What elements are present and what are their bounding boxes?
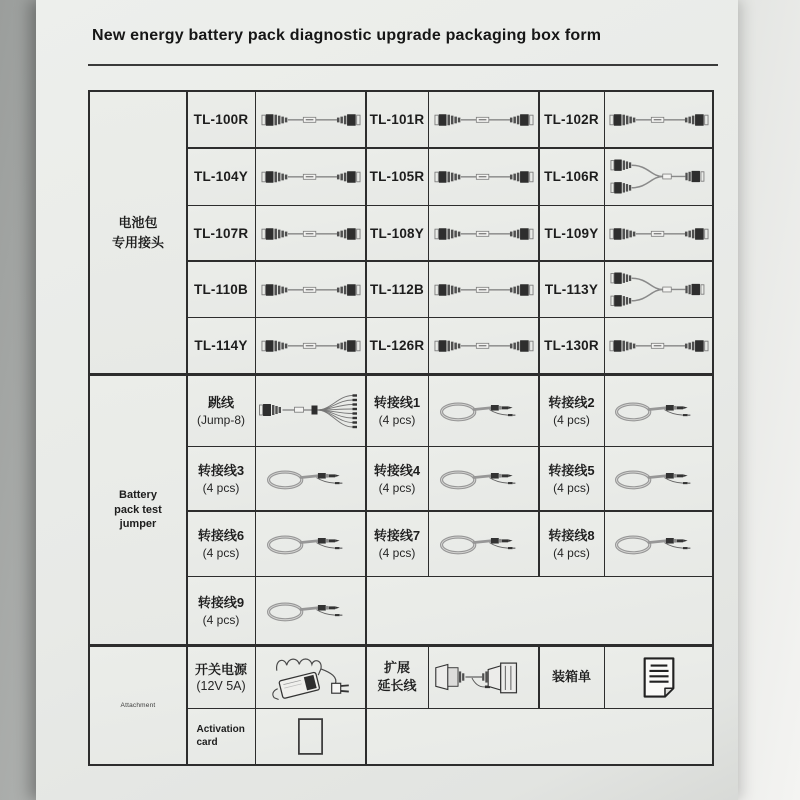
part-name-cell xyxy=(188,647,255,708)
part-code: TL-105R xyxy=(369,169,425,184)
packing-list-document-icon xyxy=(641,656,677,699)
connector-section-label xyxy=(90,92,186,373)
part-name-cell xyxy=(188,376,255,446)
power-adapter-icon xyxy=(266,650,356,704)
part-name-cell xyxy=(367,512,428,576)
part-code: TL-102R xyxy=(544,112,599,127)
part-image-cell xyxy=(429,149,538,205)
part-image-cell xyxy=(256,318,365,373)
loop-adapter-cable-icon xyxy=(436,397,532,425)
loop-adapter-cable-icon xyxy=(263,465,359,493)
part-name: 转接线6 xyxy=(197,528,245,544)
jumper-label-line2: pack test xyxy=(114,503,162,516)
part-name: 转接线9 xyxy=(197,595,245,611)
part-code-cell xyxy=(188,149,255,205)
part-code: TL-113Y xyxy=(544,281,599,297)
attachment-label: Attachment xyxy=(120,701,156,709)
packaging-box-table xyxy=(88,90,714,766)
part-name: 转接线8 xyxy=(548,528,595,544)
part-image-cell xyxy=(429,92,538,147)
part-code: TL-114Y xyxy=(194,338,248,353)
part-qty: (4 pcs) xyxy=(378,480,416,495)
part-name: 转接线5 xyxy=(548,463,595,479)
part-name: 转接线4 xyxy=(373,463,421,479)
part-code-cell xyxy=(540,262,604,317)
part-name: 转接线7 xyxy=(373,528,421,544)
part-name: 开关电源 xyxy=(194,661,247,677)
part-name-cell xyxy=(367,447,428,510)
connector-section-label-line1: 电池包 xyxy=(118,215,158,230)
part-code: TL-109Y xyxy=(544,225,599,241)
part-image-cell xyxy=(429,512,538,576)
activation-card-icon xyxy=(296,717,325,756)
loop-adapter-cable-icon xyxy=(611,465,707,493)
part-image-cell xyxy=(429,376,538,446)
part-code-cell xyxy=(367,92,428,147)
part-name-cell xyxy=(540,647,604,708)
part-image-cell xyxy=(429,647,538,708)
part-code-cell xyxy=(540,92,604,147)
part-image-cell xyxy=(256,149,365,205)
y-splitter-cable-icon xyxy=(610,268,708,311)
part-name-cell xyxy=(367,376,428,446)
straight-cable-icon xyxy=(434,277,534,302)
part-name: 转接线1 xyxy=(373,395,421,411)
loop-adapter-cable-icon xyxy=(436,530,532,558)
jump8-fanout-cable-icon xyxy=(258,393,363,429)
part-qty: (4 pcs) xyxy=(553,545,590,560)
part-code: TL-100R xyxy=(193,112,249,127)
part-code-cell xyxy=(540,318,604,373)
part-image-cell xyxy=(605,318,712,373)
straight-cable-icon xyxy=(261,277,361,302)
jumper-section xyxy=(90,376,712,645)
connector-section-label-line2: 专用接头 xyxy=(111,234,164,250)
straight-cable-icon xyxy=(261,333,361,358)
part-image-cell xyxy=(256,647,365,708)
part-image-cell xyxy=(256,447,365,510)
part-name-cell xyxy=(540,512,604,576)
part-image-cell xyxy=(429,206,538,260)
part-name-cell xyxy=(540,376,604,446)
part-image-cell xyxy=(605,206,712,260)
part-code: TL-130R xyxy=(544,338,599,353)
straight-cable-icon xyxy=(261,221,361,246)
part-code-cell xyxy=(188,92,255,147)
part-name-cell xyxy=(188,577,255,644)
part-qty: (4 pcs) xyxy=(202,480,240,495)
part-image-cell xyxy=(605,262,712,317)
part-code-cell xyxy=(367,318,428,373)
loop-adapter-cable-icon xyxy=(263,597,359,625)
straight-cable-icon xyxy=(434,333,534,358)
part-code: TL-106R xyxy=(544,169,599,184)
part-code: TL-126R xyxy=(369,338,425,353)
straight-cable-icon xyxy=(609,107,709,132)
loop-adapter-cable-icon xyxy=(611,530,707,558)
y-splitter-cable-icon xyxy=(610,155,708,198)
part-qty: (4 pcs) xyxy=(202,545,240,560)
straight-cable-icon xyxy=(261,164,361,189)
straight-cable-icon xyxy=(261,107,361,132)
part-qty: (4 pcs) xyxy=(553,480,590,495)
part-qty: (4 pcs) xyxy=(202,612,240,627)
part-name: 装箱单 xyxy=(551,669,591,685)
part-code-cell xyxy=(367,206,428,260)
part-name-line2: card xyxy=(196,736,218,748)
part-code-cell xyxy=(540,149,604,205)
part-name-line1: Activation xyxy=(196,724,245,735)
part-code: TL-101R xyxy=(369,112,425,127)
form-paper xyxy=(36,0,738,800)
jumper-label-line3: jumper xyxy=(119,517,157,530)
part-name-cell xyxy=(367,647,428,708)
connector-section xyxy=(90,92,712,373)
empty-cell xyxy=(367,709,713,764)
part-image-cell xyxy=(605,149,712,205)
part-qty: (4 pcs) xyxy=(378,545,416,560)
jumper-label-line1: Battery xyxy=(119,489,157,502)
part-qty: (4 pcs) xyxy=(378,412,416,427)
part-qty: (4 pcs) xyxy=(553,412,590,427)
part-image-cell xyxy=(256,512,365,576)
part-image-cell xyxy=(605,512,712,576)
part-image-cell xyxy=(429,262,538,317)
part-code-cell xyxy=(367,149,428,205)
attachment-section xyxy=(90,647,712,765)
part-image-cell xyxy=(256,376,365,446)
straight-cable-icon xyxy=(609,333,709,358)
part-code: TL-108Y xyxy=(370,225,424,241)
part-name-cell xyxy=(188,512,255,576)
part-image-cell xyxy=(256,206,365,260)
straight-cable-icon xyxy=(434,221,534,246)
part-image-cell xyxy=(256,709,365,764)
part-name: 跳线 xyxy=(207,395,234,411)
part-image-cell xyxy=(605,647,712,708)
part-code: TL-107R xyxy=(193,225,249,241)
part-code-cell xyxy=(540,206,604,260)
loop-adapter-cable-icon xyxy=(436,465,532,493)
part-code-cell xyxy=(188,318,255,373)
part-image-cell xyxy=(605,376,712,446)
part-image-cell xyxy=(429,447,538,510)
straight-cable-icon xyxy=(609,221,709,246)
part-qty: (Jump-8) xyxy=(196,412,245,427)
part-name-cell xyxy=(540,447,604,510)
part-name-line1: 扩展 xyxy=(383,660,410,676)
part-name-cell xyxy=(188,709,255,764)
part-code-cell xyxy=(367,262,428,317)
title-underline xyxy=(88,64,718,66)
part-code: TL-112B xyxy=(370,281,424,297)
loop-adapter-cable-icon xyxy=(611,397,707,425)
straight-cable-icon xyxy=(434,164,534,189)
page-title: New energy battery pack diagnostic upgrade packaging box form xyxy=(92,27,602,44)
part-image-cell xyxy=(605,92,712,147)
part-image-cell xyxy=(256,92,365,147)
part-code-cell xyxy=(188,262,255,317)
attachment-section-label xyxy=(90,647,186,765)
part-image-cell xyxy=(256,577,365,644)
extension-cable-icon xyxy=(433,657,535,697)
part-qty: (12V 5A) xyxy=(196,679,246,694)
part-image-cell xyxy=(256,262,365,317)
part-code: TL-104Y xyxy=(194,169,248,184)
empty-cell xyxy=(367,577,713,644)
part-name: 转接线2 xyxy=(548,395,595,411)
straight-cable-icon xyxy=(434,107,534,132)
part-name-line2: 延长线 xyxy=(377,678,417,693)
part-name: 转接线3 xyxy=(197,463,245,479)
part-code: TL-110B xyxy=(194,281,248,297)
part-name-cell xyxy=(188,447,255,510)
part-code-cell xyxy=(188,206,255,260)
jumper-section-label xyxy=(90,376,186,645)
part-image-cell xyxy=(605,447,712,510)
loop-adapter-cable-icon xyxy=(263,530,359,558)
part-image-cell xyxy=(429,318,538,373)
